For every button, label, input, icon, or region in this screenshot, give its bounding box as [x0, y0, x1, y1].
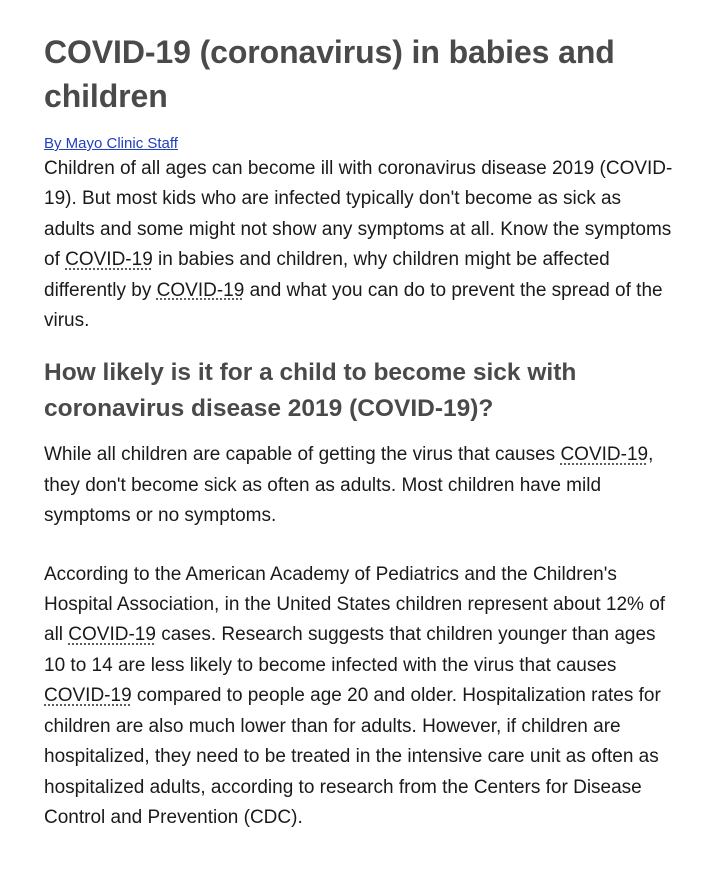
covid-19-term-link[interactable]: COVID-19 — [68, 624, 156, 646]
intro-paragraph — [44, 154, 676, 336]
intro-text: in babies and children, why children might be affected differently by — [44, 249, 610, 301]
paragraph-text: While all children are capable of getting the virus that causes — [44, 444, 561, 466]
intro-text: Children of all ages can become ill with coronavirus disease 2019 (COVID-19). But most kids who are infected typically don't become as sick as adults and some might not show any symptoms at all. Know the symptoms of — [44, 158, 673, 271]
paragraph-text: compared to people age 20 and older. Hospitalization rates for children are also much lower than for adults. However, if children are hospitalized, they need to be treated in the intensive care unit as often as hospitalized adults, according to research from the Centers for Disease Control and Prevention (CDC). — [44, 685, 661, 828]
paragraph-statistics — [44, 560, 676, 834]
section-heading: How likely is it for a child to become sick with coronavirus disease 2019 (COVID-19)? — [44, 359, 577, 423]
paragraph-text: According to the American Academy of Pediatrics and the Children's Hospital Association, in the United States children represent about 12% of all — [44, 563, 666, 646]
covid-19-term-link[interactable]: COVID-19 — [44, 685, 132, 707]
author-link[interactable]: By Mayo Clinic Staff — [44, 135, 178, 152]
paragraph-text: , they don't become sick as often as adults. Most children have mild symptoms or no symptoms. — [44, 444, 654, 527]
covid-19-term-link[interactable]: COVID-19 — [65, 249, 153, 271]
intro-text: and what you can do to prevent the spread of the virus. — [44, 279, 663, 332]
paragraph-text: cases. Research suggests that children younger than ages 10 to 14 are less likely to become infected with the virus that causes — [44, 624, 656, 676]
covid-19-term-link[interactable]: COVID-19 — [560, 444, 649, 466]
covid-19-term-link[interactable]: COVID-19 — [156, 279, 245, 301]
page-title: COVID-19 (coronavirus) in babies and children — [44, 34, 615, 114]
paragraph-likelihood — [44, 440, 676, 531]
byline — [44, 134, 676, 154]
